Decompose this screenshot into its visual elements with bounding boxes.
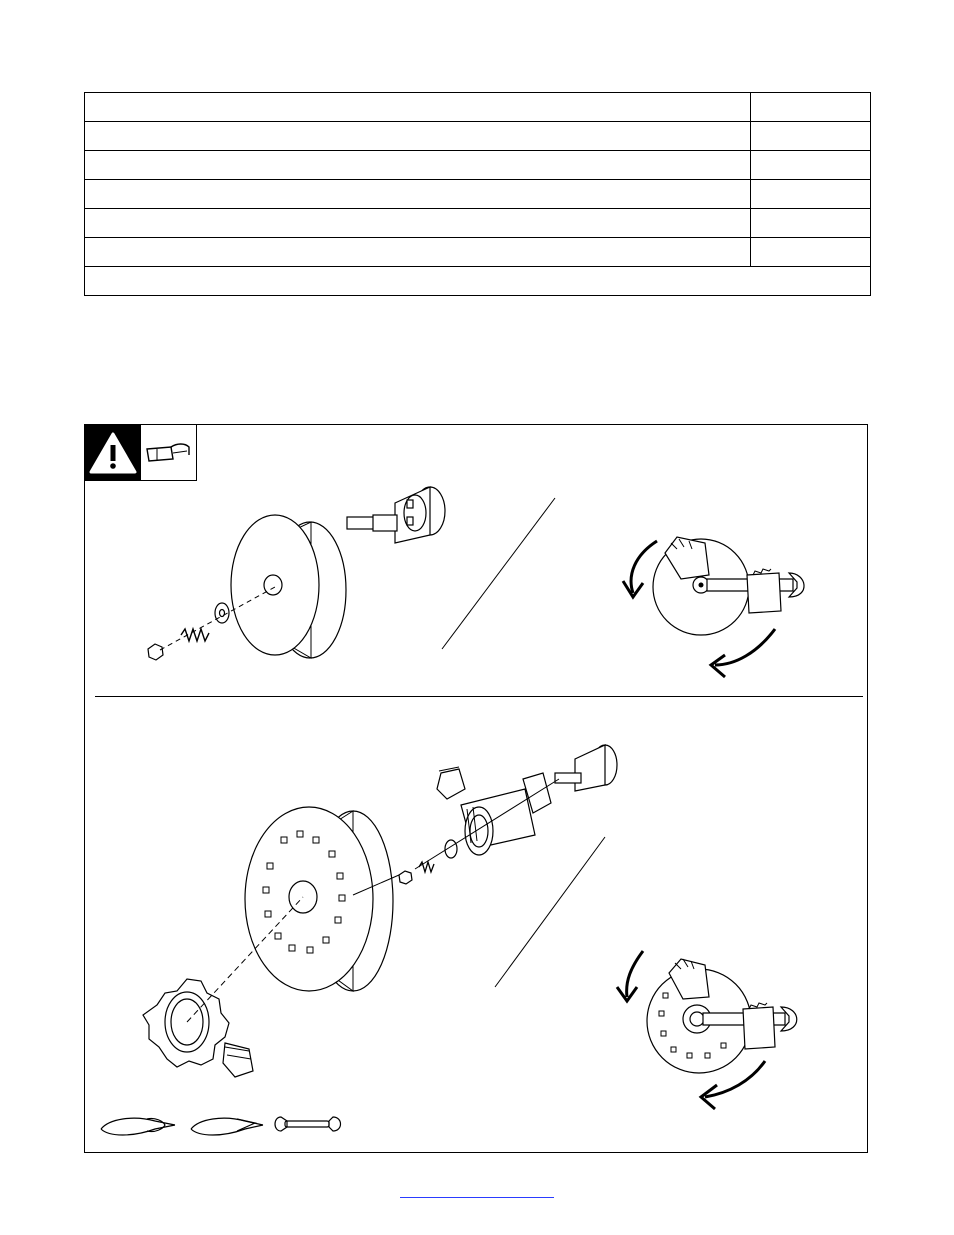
table-cell	[85, 267, 871, 296]
table-row	[85, 209, 871, 238]
table-cell	[751, 122, 871, 151]
reel-removal-illustration	[85, 697, 869, 1152]
table-cell	[85, 93, 751, 122]
table-cell	[751, 209, 871, 238]
table-cell	[751, 93, 871, 122]
table-row	[85, 122, 871, 151]
table-cell	[751, 180, 871, 209]
spool-removal-illustration	[85, 425, 869, 695]
pliers-icon	[101, 1118, 175, 1135]
table-row	[85, 93, 871, 122]
figure-box	[84, 424, 868, 1153]
wrench-icon	[275, 1117, 341, 1131]
table-row	[85, 267, 871, 296]
table-row	[85, 180, 871, 209]
table-cell	[85, 180, 751, 209]
table-row	[85, 151, 871, 180]
table-cell	[85, 209, 751, 238]
footer-link[interactable]	[400, 1183, 554, 1198]
spec-table	[84, 92, 871, 296]
table-cell	[751, 238, 871, 267]
table-cell	[85, 238, 751, 267]
table-cell	[751, 151, 871, 180]
table-cell	[85, 151, 751, 180]
cutters-icon	[191, 1118, 263, 1135]
table-row	[85, 238, 871, 267]
table-cell	[85, 122, 751, 151]
